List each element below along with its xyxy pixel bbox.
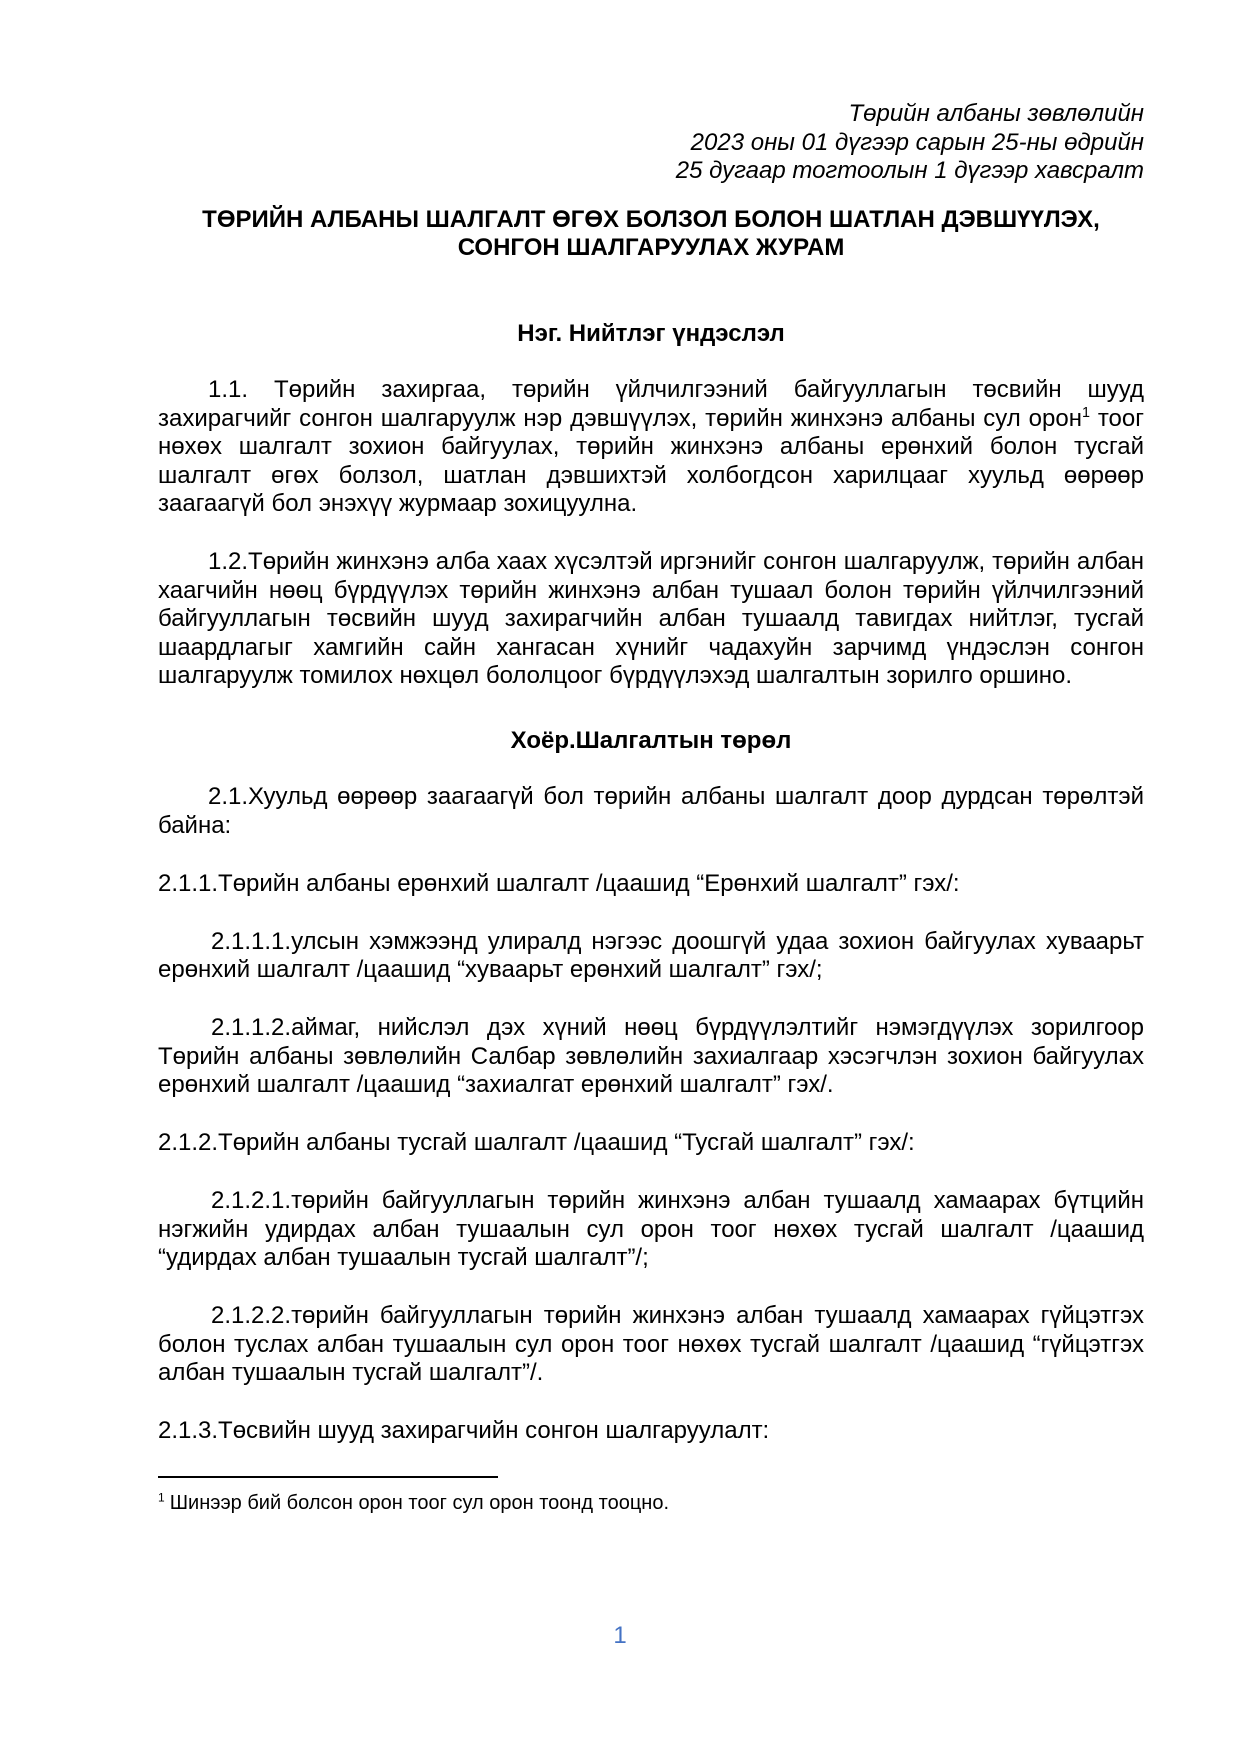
paragraph-2-1-1-2: 2.1.1.2.аймаг, нийслэл дэх хүний нөөц бүрдүүлэлтийг нэмэгдүүлэх зорилгоор Төрийн албаны зөвлөлийн Салбар зөвлөлийн захиалгаар хэсэгчлэн зохион байгуулах ерөнхий шалгалт /цаашид “захиалгат ерөнхий шалгалт” гэх/. (158, 1014, 1144, 1098)
header-line-1: Төрийн албаны зөвлөлийн (848, 100, 1144, 127)
page-footer (0, 1622, 1240, 1650)
paragraph-2-1: 2.1.Хуульд өөрөөр заагаагүй бол төрийн албаны шалгалт доор дурдсан төрөлтэй байна: (158, 783, 1144, 839)
paragraph-2-1-1-1: 2.1.1.1.улсын хэмжээнд улиралд нэгээс доошгүй удаа зохион байгуулах хуваарьт ерөнхий шалгалт /цаашид “хуваарьт ерөнхий шалгалт” гэх/; (158, 927, 1144, 983)
title-line-1: ТӨРИЙН АЛБАНЫ ШАЛГАЛТ ӨГӨХ БОЛЗОЛ БОЛОН ШАТЛАН ДЭВШҮҮЛЭХ, (202, 205, 1100, 233)
paragraph-1-1-text-after: тоог нөхөх шалгалт зохион байгуулах, төрийн жинхэнэ албаны ерөнхий болон тусгай шалгалт өгөх болзол, шатлан дэвшихтэй холбогдсон харилцааг хуульд өөрөөр заагаагүй бол энэхүү журмаар зохицуулна. (158, 404, 1145, 517)
footnote-separator (158, 1476, 498, 1478)
paragraph-2-1-1: 2.1.1.Төрийн албаны ерөнхий шалгалт /цаашид “Ерөнхий шалгалт” гэх/: (158, 869, 960, 897)
document-title (158, 206, 1144, 263)
footnote-marker: 1 (158, 1489, 165, 1504)
footnote-text: Шинээр бий болсон орон тоог сул орон тоонд тооцно. (169, 1491, 670, 1514)
paragraph-2-1-2: 2.1.2.Төрийн албаны тусгай шалгалт /цаашид “Тусгай шалгалт” гэх/: (158, 1129, 915, 1156)
paragraph-2-1-2-1: 2.1.2.1.төрийн байгууллагын төрийн жинхэнэ албан тушаалд хамаарах бүтцийн нэгжийн удирдах албан тушаалын сул орон тоог нөхөх тусгай шалгалт /цаашид “удирдах албан тушаалын тусгай шалгалт”/; (158, 1187, 1144, 1271)
section-heading-one: Нэг. Нийтлэг үндэслэл (517, 319, 785, 347)
header-line-2: 2023 оны 01 дүгээр сарын 25-ны өдрийн (690, 128, 1144, 156)
paragraph-2-1-3: 2.1.3.Төсвийн шууд захирагчийн сонгон шалгаруулалт: (158, 1417, 770, 1444)
footnote (158, 1491, 1144, 1515)
document-header (158, 100, 1144, 186)
header-line-3: 25 дугаар тогтоолын 1 дүгээр хавсралт (675, 157, 1144, 184)
paragraph-2-1-2-2: 2.1.2.2.төрийн байгууллагын төрийн жинхэнэ албан тушаалд хамаарах гүйцэтгэх болон туслах албан тушаалын сул орон тоог нөхөх тусгай шалгалт /цаашид “гүйцэтгэх албан тушаалын тусгай шалгалт”/. (158, 1302, 1144, 1386)
paragraph-1-1 (158, 376, 1144, 519)
section-heading-two: Хоёр.Шалгалтын төрөл (510, 726, 792, 754)
page-number: 1 (613, 1622, 627, 1649)
paragraph-1-1-text-before: 1.1. Төрийн захиргаа, төрийн үйлчилгээний байгууллагын төсвийн шууд захирагчийг сонгон шалгаруулж нэр дэвшүүлэх, төрийн жинхэнэ албаны сул орон (158, 376, 1144, 432)
title-line-2: СОНГОН ШАЛГАРУУЛАХ ЖУРАМ (457, 234, 845, 261)
paragraph-1-2: 1.2.Төрийн жинхэнэ алба хаах хүсэлтэй иргэнийг сонгон шалгаруулж, төрийн албан хаагчийн нөөц бүрдүүлэх төрийн жинхэнэ албан тушаал болон төрийн үйлчилгээний байгууллагын төсвийн шууд захирагчийн албан тушаалд тавигдах нийтлэг, тусгай шаардлагыг хамгийн сайн хангасан хүнийг чадахуйн зарчимд үндэслэн сонгон шалгаруулж томилох нөхцөл бололцоог бүрдүүлэхэд шалгалтын зорилго оршино. (158, 548, 1144, 689)
footnote-ref-superscript: 1 (1081, 404, 1090, 421)
